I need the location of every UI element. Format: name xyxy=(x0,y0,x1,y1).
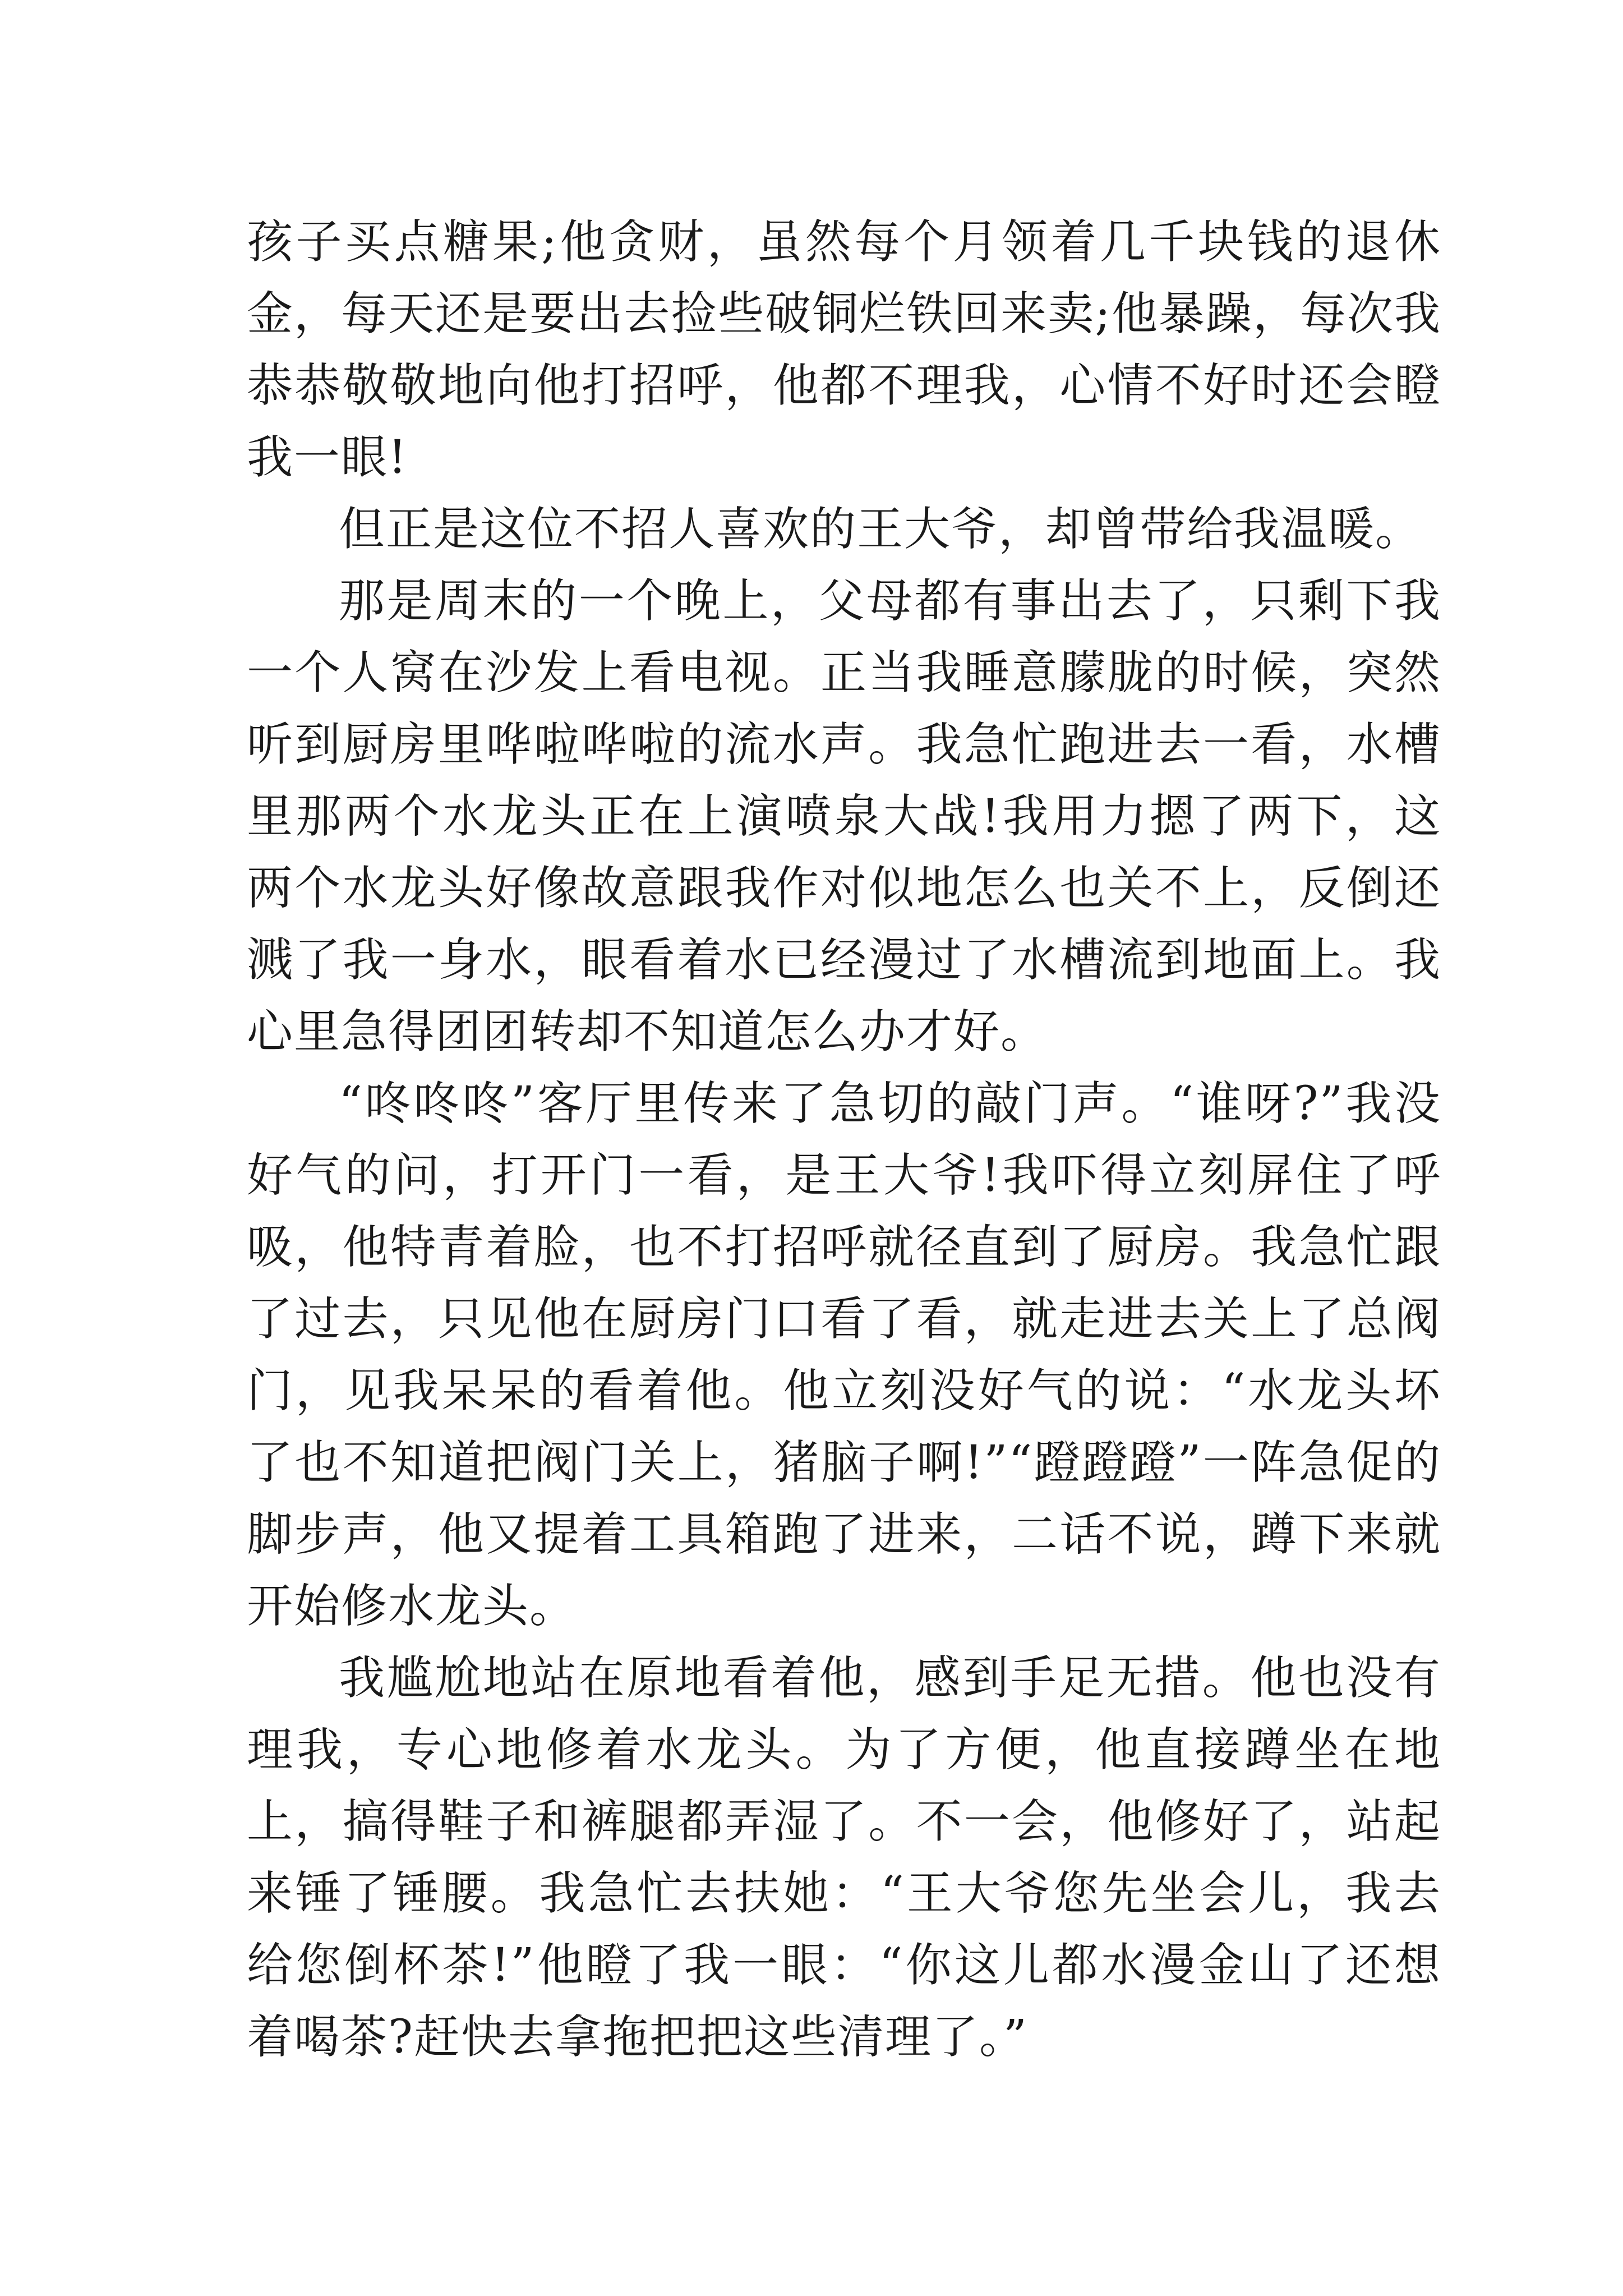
paragraph: 那是周末的一个晚上，父母都有事出去了，只剩下我一个人窝在沙发上看电视。正当我睡意朦胧的时候，突然听到厨房里哗啦哗啦的流水声。我急忙跑进去一看，水槽里那两个水龙头正在上演喷泉大战!我用力摁了两下，这两个水龙头好像故意跟我作对似地怎么也关不上，反倒还溅了我一身水，眼看着水已经漫过了水槽流到地面上。我心里急得团团转却不知道怎么办才好。 xyxy=(247,574,1441,1059)
paragraph: 但正是这位不招人喜欢的王大爷，却曾带给我温暖。 xyxy=(339,503,1423,556)
paragraph: “咚咚咚”客厅里传来了急切的敲门声。“谁呀?”我没好气的问，打开门一看，是王大爷!我吓得立刻屏住了呼吸，他特青着脸，也不打招呼就径直到了厨房。我急忙跟了过去，只见他在厨房门口看了看，就走进去关上了总阀门，见我呆呆的看着他。他立刻没好气的说：“水龙头坏了也不知道把阀门关上，猪脑子啊!”“蹬蹬蹬”一阵急促的脚步声，他又提着工具箱跑了进来，二话不说，蹲下来就开始修水龙头。 xyxy=(247,1077,1441,1633)
paragraph: 我尴尬地站在原地看着他，感到手足无措。他也没有理我，专心地修着水龙头。为了方便，他直接蹲坐在地上，搞得鞋子和裤腿都弄湿了。不一会，他修好了，站起来锤了锤腰。我急忙去扶她：“王大爷您先坐会儿，我去给您倒杯茶!”他瞪了我一眼：“你这儿都水漫金山了还想着喝茶?赶快去拿拖把把这些清理了。” xyxy=(247,1651,1441,2064)
body-text xyxy=(247,206,1441,2073)
paragraph-continuation: 孩子买点糖果;他贪财，虽然每个月领着几千块钱的退休金，每天还是要出去捡些破铜烂铁回来卖;他暴躁，每次我恭恭敬敬地向他打招呼，他都不理我，心情不好时还会瞪我一眼! xyxy=(247,215,1441,484)
